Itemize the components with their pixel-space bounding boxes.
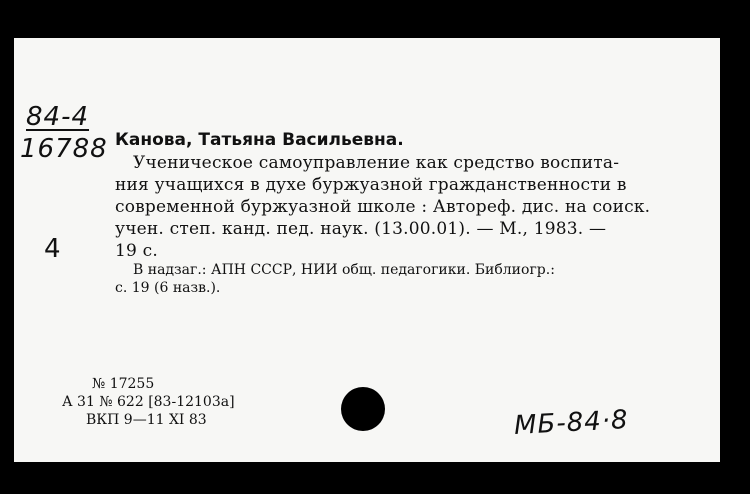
pages-line: 19 с. <box>115 241 158 261</box>
note-line: В надзаг.: АПН СССР, НИИ общ. педагогики. Библиогр.: <box>133 262 555 278</box>
imprint-line: учен. степ. канд. пед. наук. (13.00.01). — М., 1983. — <box>115 219 607 239</box>
print-info: ВКП 9—11 XI 83 <box>86 412 207 428</box>
catalog-card <box>14 38 720 462</box>
card-number: № 17255 <box>92 376 155 392</box>
order-number: А 31 № 622 [83-12103а] <box>62 394 235 410</box>
author-heading: Канова, Татьяна Васильевна. <box>115 130 404 150</box>
title-line: ния учащихся в духе буржуазной гражданственности в <box>115 175 627 195</box>
punch-hole <box>341 387 385 431</box>
side-mark: 4 <box>44 234 62 264</box>
title-line: современной буржуазной школе : Автореф. дис. на соиск. <box>115 197 651 217</box>
note-line: с. 19 (6 назв.). <box>115 280 221 296</box>
title-line: Ученическое самоуправление как средство воспита- <box>133 153 620 173</box>
shelfmark-top: 84-4 <box>26 102 90 132</box>
shelfmark-number: 16788 <box>20 134 108 164</box>
handwritten-stamp: МБ-84·8 <box>513 405 630 441</box>
